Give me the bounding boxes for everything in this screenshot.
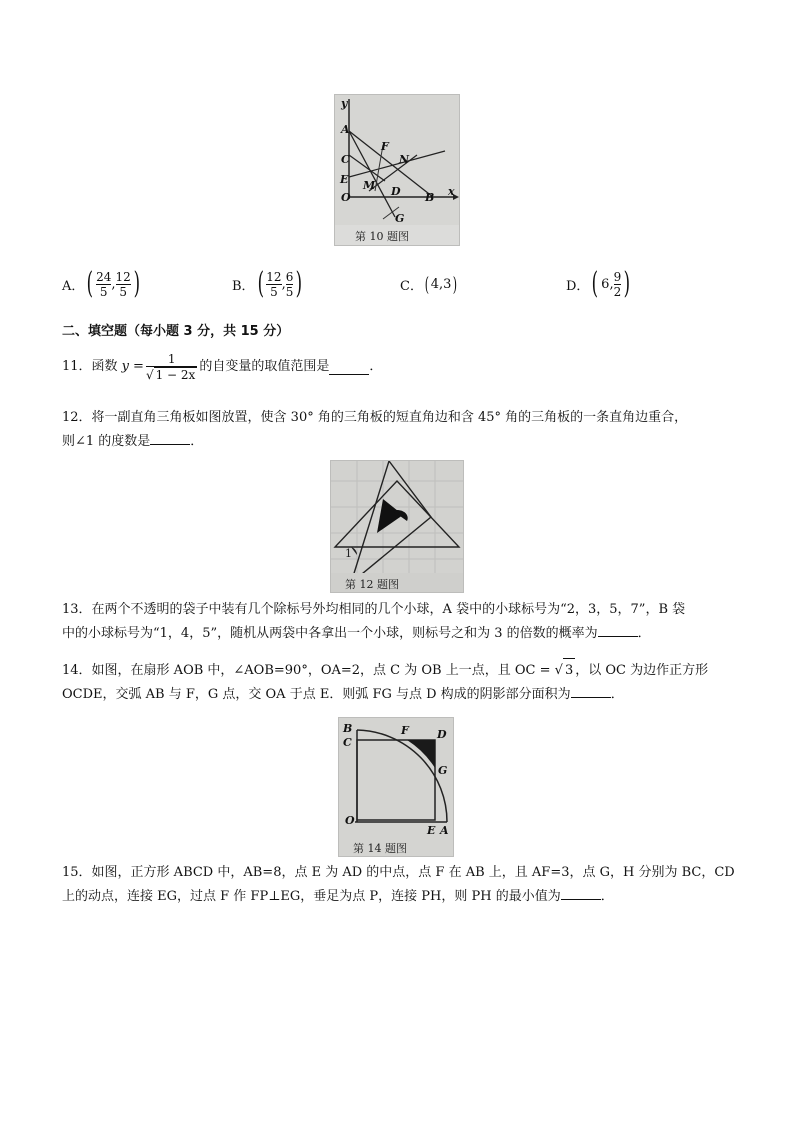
label-E: E <box>340 173 349 186</box>
option-a: A． ( $\frac{24}{5}$ , $\frac{12}{5}$ ) <box>62 266 140 301</box>
answer-blank-13 <box>598 622 638 637</box>
option-d: D． ( 6 , $\frac{9}{2}$ ) <box>566 266 631 301</box>
answer-blank-15 <box>561 885 601 900</box>
fig14-label-A: A <box>440 824 449 837</box>
label-C: C <box>341 153 350 166</box>
figure-14-caption: 第 14 题图 <box>353 842 407 855</box>
question-13: 13．在两个不透明的袋子中装有几个除标号外均相同的几个小球，A 袋中的小球标号为“2，3，5，7”，B 袋 中的小球标号为“1，4，5”，随机从两袋中各拿出一个小球，则标号之和为 3 的倍数的概率为 ． <box>62 602 686 641</box>
option-c: C． ( 4,3 ) <box>400 272 458 296</box>
fig14-label-G: G <box>438 764 448 777</box>
figure-10-caption: 第 10 题图 <box>355 230 409 243</box>
fig14-label-C: C <box>343 736 352 749</box>
label-x: x <box>448 185 455 198</box>
label-G: G <box>395 212 405 225</box>
label-B: B <box>425 191 435 204</box>
figure-12 <box>330 460 464 593</box>
figure-10 <box>334 94 460 246</box>
answer-blank-14 <box>571 683 611 698</box>
figure-12-caption: 第 12 题图 <box>345 578 399 591</box>
label-M: M <box>363 179 376 192</box>
figure-14 <box>338 717 454 857</box>
angle-1-label: 1 <box>345 547 352 560</box>
answer-blank-11 <box>329 360 369 375</box>
label-N: N <box>399 153 410 166</box>
question-11: 11． 函数 y = 1 √ 1 − 2x 的自变量的取值范围是 ． <box>62 352 383 382</box>
label-O: O <box>341 191 351 204</box>
question-14: 14．如图，在扇形 AOB 中，∠AOB=90°，OA=2，点 C 为 OB 上一点，且 OC = √ 3 ，以 OC 为边作正方形 OCDE，交弧 AB 与 F，G 点，交 OA 于点 E．则弧 FG 与点 D 构成的阴影部分面积为 ． <box>62 658 752 707</box>
fig14-label-F: F <box>401 724 409 737</box>
fig14-label-E: E <box>427 824 436 837</box>
question-15: 15．如图，正方形 ABCD 中，AB=8，点 E 为 AD 的中点，点 F 在 AB 上，且 AF=3，点 G，H 分别为 BC，CD 上的动点，连接 EG，过点 F 作 FP⊥EG，垂足为点 P，连接 PH，则 PH 的最小值为 ． <box>62 865 735 904</box>
question-12: 12．将一副直角三角板如图放置，使含 30° 角的三角板的短直角边和含 45° 角的三角板的一条直角边重合， 则∠1 的度数是 ． <box>62 410 688 449</box>
option-b: B． ( $\frac{12}{5}$ , $\frac{6}{5}$ ) <box>232 266 303 301</box>
label-y: y <box>341 97 348 110</box>
section-heading: 二、填空题（每小题 3 分，共 15 分） <box>62 324 290 339</box>
answer-blank-12 <box>150 430 190 445</box>
fig14-label-D: D <box>437 728 447 741</box>
label-F: F <box>381 140 389 153</box>
fig14-label-B: B <box>343 722 353 735</box>
fig14-label-O: O <box>345 814 355 827</box>
label-D: D <box>391 185 401 198</box>
label-A: A <box>341 123 350 136</box>
